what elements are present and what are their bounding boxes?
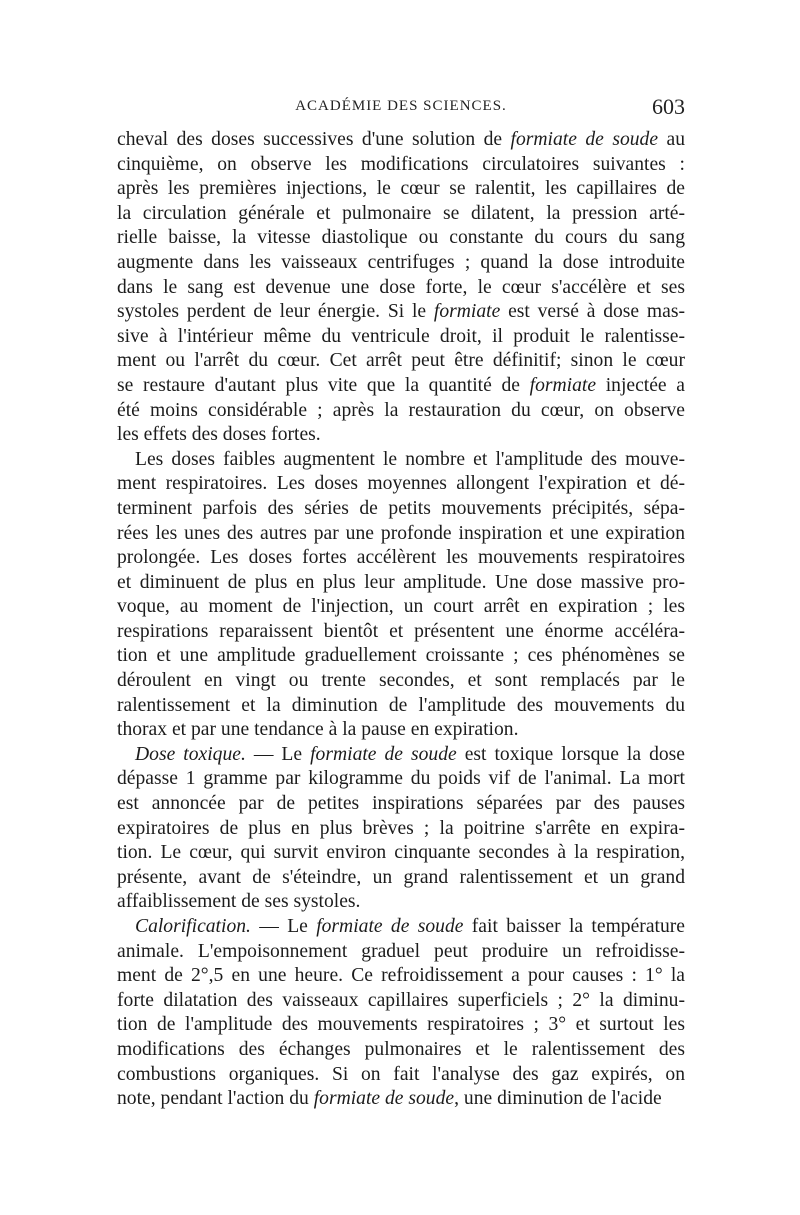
text-line: augmente dans les vaisseaux centrifuges ; quand la dose introduite [117,251,685,273]
italic-term: Dose toxique. [135,743,246,765]
paragraph-circulation [117,128,685,448]
text-line: tion de l'amplitude des mouvements respiratoires ; 3° et surtout les [117,1014,685,1036]
italic-term: formiate de soude [310,743,457,765]
paragraph-calorification [117,915,685,1112]
text-line: cheval des doses successives d'une solution de formiate de soude au [117,129,685,150]
text-line: Les doses faibles augmentent le nombre et l'amplitude des mouve- [135,448,685,470]
text-line: ment de 2°,5 en une heure. Ce refroidissement a pour causes : 1° la [117,965,685,987]
italic-term: formiate de soude [313,1088,455,1110]
text-line: rielle baisse, la vitesse diastolique ou constante du cours du sang [117,227,685,249]
text-line: cinquième, on observe les modifications circulatoires suivantes : [117,153,685,175]
text-line: dans le sang est devenue une dose forte, le cœur s'accélère et ses [117,276,685,298]
text-line: prolongée. Les doses fortes accélèrent les mouvements respiratoires [117,547,685,569]
text-line: rées les unes des autres par une profonde inspiration et une expiration [117,522,685,544]
text-line: déroulent en vingt ou trente secondes, et sont remplacés par le [117,670,685,692]
italic-term: Calorification. [135,916,251,937]
text-line: thorax et par une tendance à la pause en expiration. [117,719,519,741]
text-line: terminent parfois des séries de petits mouvements précipités, sépa- [117,497,685,519]
running-head: ACADÉMIE DES SCIENCES. [295,98,507,114]
text-line: affaiblissement de ses systoles. [117,891,361,913]
text-line: tion et une amplitude graduellement croissante ; ces phénomènes se [117,645,685,667]
text-line: voque, au moment de l'injection, un court arrêt en expiration ; les [117,596,685,618]
italic-term: formiate de soude [510,129,659,150]
text-line: modifications des échanges pulmonaires et le ralentissement des [117,1038,685,1060]
text-line: tion. Le cœur, qui survit environ cinquante secondes à la respiration, [117,842,685,864]
text-line: les effets des doses fortes. [117,424,321,446]
paragraph-respiration [117,448,685,743]
text-line: expiratoires de plus en plus brèves ; la poitrine s'arrête en expira- [117,817,685,839]
paragraph-dose-toxique [117,743,685,915]
text-line: est annoncée par de petites inspirations séparées par des pauses [117,793,685,815]
body-text [117,128,685,1112]
italic-term: formiate [433,301,501,323]
page-number: 603 [652,94,685,119]
text-line: été moins considérable ; après la restauration du cœur, on observe [117,399,685,421]
text-line: ment ou l'arrêt du cœur. Cet arrêt peut être définitif; sinon le cœur [117,350,685,372]
text-line: ment respiratoires. Les doses moyennes allongent l'expiration et dé- [117,473,685,495]
text-line: respirations reparaissent bientôt et présentent une énorme accéléra- [117,620,685,642]
text-line: et diminuent de plus en plus leur amplitude. Une dose massive pro- [117,571,685,593]
text-line: se restaure d'autant plus vite que la quantité de formiate injectée a [117,374,685,396]
italic-term: formiate [529,374,597,396]
text-line: ralentissement et la diminution de l'amplitude des mouvements du [117,694,685,716]
text-line: systoles perdent de leur énergie. Si le formiate est versé à dose mas- [117,301,685,323]
italic-term: formiate de soude [316,916,464,937]
text-line: sive à l'intérieur même du ventricule droit, il produit le ralentisse- [117,325,685,347]
text-line: présente, avant de s'éteindre, un grand ralentissement et un grand [117,866,685,888]
text-line: dépasse 1 gramme par kilogramme du poids vif de l'animal. La mort [117,768,685,790]
text-line: la circulation générale et pulmonaire se dilatent, la pression arté- [117,202,685,224]
text-line: combustions organiques. Si on fait l'analyse des gaz expirés, on [117,1063,685,1085]
text-line: forte dilatation des vaisseaux capillaires superficiels ; 2° la diminu- [117,989,685,1011]
text-line: note, pendant l'action du formiate de soude, une diminution de l'acide [117,1088,662,1110]
text-line: animale. L'empoisonnement graduel peut produire un refroidisse- [117,940,685,962]
page-header [117,96,685,124]
text-line: Dose toxique. — Le formiate de soude est toxique lorsque la dose [135,743,685,765]
text-line: Calorification. — Le formiate de soude fait baisser la température [135,916,685,937]
text-line: après les premières injections, le cœur se ralentit, les capillaires de [117,178,685,200]
